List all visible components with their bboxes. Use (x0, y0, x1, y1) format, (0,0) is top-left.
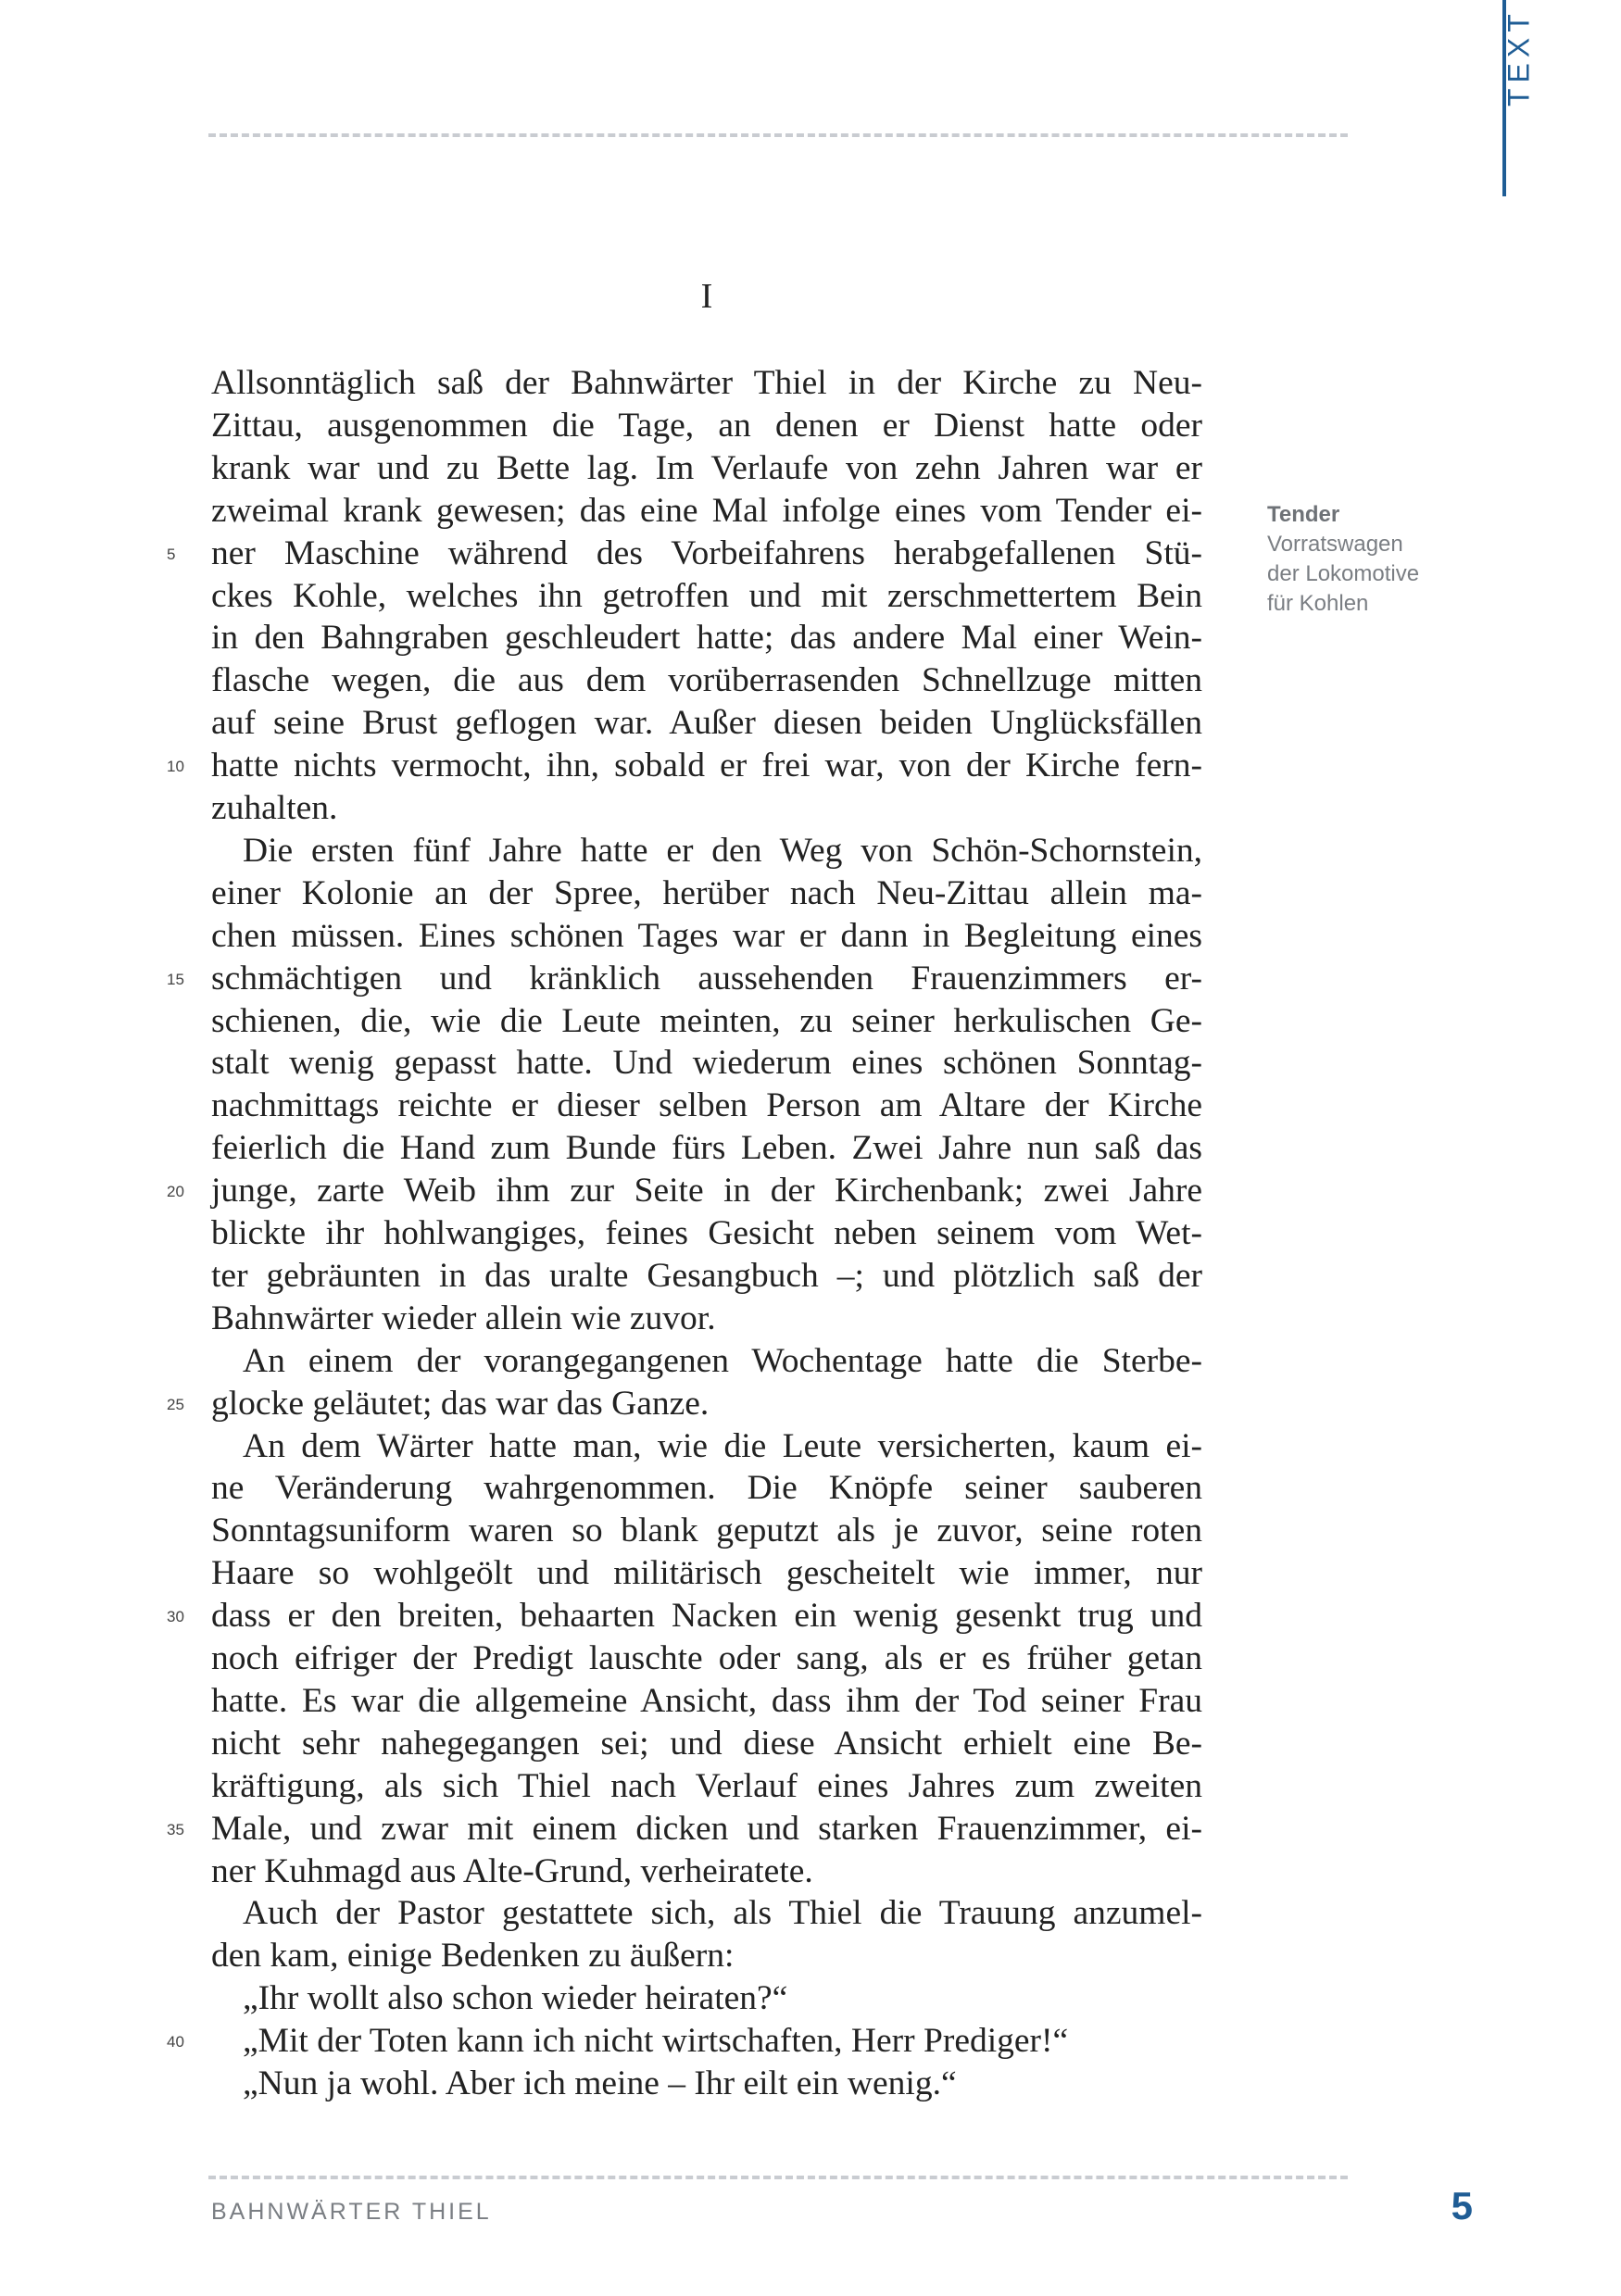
text-line: krank war und zu Bette lag. Im Verlaufe von zehn Jahren war er (211, 449, 1202, 487)
text-line: schienen, die, wie die Leute meinten, zu seiner herkulischen Ge- (211, 1002, 1202, 1040)
text-line: Die ersten fünf Jahre hatte er den Weg von Schön-Schornstein, (243, 832, 1202, 870)
text-line: ne Veränderung wahrgenommen. Die Knöpfe seiner sauberen (211, 1469, 1202, 1507)
line-number: 10 (167, 758, 184, 775)
text-line: „Mit der Toten kann ich nicht wirtschaften, Herr Prediger!“ (243, 2022, 1069, 2060)
text-line: ner Maschine während des Vorbeifahrens herabgefallenen Stü- (211, 534, 1202, 572)
text-line: Zittau, ausgenommen die Tage, an denen er Dienst hatte oder (211, 407, 1202, 445)
text-line: zweimal krank gewesen; das eine Mal infolge eines vom Tender ei- (211, 492, 1202, 530)
text-line: flasche wegen, die aus dem vorüberrasenden Schnellzuge mitten (211, 661, 1202, 699)
text-line: stalt wenig gepasst hatte. Und wiederum eines schönen Sonntag- (211, 1044, 1202, 1082)
line-number: 35 (167, 1821, 184, 1838)
text-line: Bahnwärter wieder allein wie zuvor. (211, 1299, 716, 1337)
text-line: in den Bahngraben geschleudert hatte; das andere Mal einer Wein- (211, 619, 1202, 657)
text-line: dass er den breiten, behaarten Nacken ein wenig gesenkt trug und (211, 1597, 1202, 1635)
text-line: auf seine Brust geflogen war. Außer diesen beiden Unglücksfällen (211, 704, 1202, 742)
gloss-definition-line: Vorratswagen (1267, 532, 1403, 557)
text-line: glocke geläutet; das war das Ganze. (211, 1385, 710, 1423)
text-line: zuhalten. (211, 789, 338, 827)
text-line: Auch der Pastor gestattete sich, als Thiel die Trauung anzumel- (243, 1894, 1202, 1932)
text-line: feierlich die Hand zum Bunde fürs Leben. Zwei Jahre nun saß das (211, 1129, 1202, 1167)
line-number: 25 (167, 1396, 184, 1413)
text-line: An dem Wärter hatte man, wie die Leute versicherten, kaum ei- (243, 1427, 1202, 1465)
text-line: einer Kolonie an der Spree, herüber nach Neu-Zittau allein ma- (211, 874, 1202, 912)
text-line: Allsonntäglich saß der Bahnwärter Thiel in der Kirche zu Neu- (211, 364, 1202, 402)
text-line: junge, zarte Weib ihm zur Seite in der Kirchenbank; zwei Jahre (211, 1172, 1202, 1210)
gloss-definition-line: für Kohlen (1267, 591, 1369, 616)
section-label: TEXT (1502, 8, 1536, 107)
text-line: blickte ihr hohlwangiges, feines Gesicht neben seinem vom Wet- (211, 1214, 1202, 1252)
text-line: An einem der vorangegangenen Wochentage hatte die Sterbe- (243, 1342, 1202, 1380)
footer-book-title: BAHNWÄRTER THIEL (211, 2199, 492, 2225)
chapter-heading: I (700, 277, 713, 316)
text-line: ter gebräunten in das uralte Gesangbuch –; und plötzlich saß der (211, 1257, 1202, 1295)
text-line: kräftigung, als sich Thiel nach Verlauf eines Jahres zum zweiten (211, 1767, 1202, 1805)
text-line: Sonntagsuniform waren so blank geputzt als je zuvor, seine roten (211, 1512, 1202, 1549)
line-number: 40 (167, 2033, 184, 2051)
text-line: noch eifriger der Predigt lauschte oder sang, als er es früher getan (211, 1639, 1202, 1677)
line-number: 15 (167, 971, 184, 988)
text-line: „Ihr wollt also schon wieder heiraten?“ (243, 1979, 788, 2017)
text-line: hatte nichts vermocht, ihn, sobald er frei war, von der Kirche fern- (211, 747, 1202, 784)
margin-gloss (1267, 500, 1419, 619)
text-line: „Nun ja wohl. Aber ich meine – Ihr eilt ein wenig.“ (243, 2064, 957, 2102)
text-line: chen müssen. Eines schönen Tages war er dann in Begleitung eines (211, 917, 1202, 955)
text-line: schmächtigen und kränklich aussehenden Frauenzimmers er- (211, 960, 1202, 997)
bottom-dashed-rule (208, 2176, 1348, 2179)
line-number: 30 (167, 1608, 184, 1625)
text-line: hatte. Es war die allgemeine Ansicht, dass ihm der Tod seiner Frau (211, 1682, 1202, 1720)
page-number: 5 (1451, 2184, 1473, 2227)
line-number: 20 (167, 1183, 184, 1200)
text-line: ner Kuhmagd aus Alte-Grund, verheiratete. (211, 1852, 813, 1890)
text-line: nicht sehr nahegegangen sei; und diese Ansicht erhielt eine Be- (211, 1725, 1202, 1763)
top-dashed-rule (208, 133, 1348, 137)
text-line: nachmittags reichte er dieser selben Person am Altare der Kirche (211, 1086, 1202, 1124)
text-line: Haare so wohlgeölt und militärisch gescheitelt wie immer, nur (211, 1554, 1202, 1592)
text-line: ckes Kohle, welches ihn getroffen und mit zerschmettertem Bein (211, 577, 1202, 615)
gloss-definition-line: der Lokomotive (1267, 561, 1420, 586)
line-number: 5 (167, 546, 176, 563)
text-line: den kam, einige Bedenken zu äußern: (211, 1937, 735, 1975)
gloss-term: Tender (1267, 502, 1340, 527)
text-line: Male, und zwar mit einem dicken und starken Frauenzimmer, ei- (211, 1810, 1202, 1848)
